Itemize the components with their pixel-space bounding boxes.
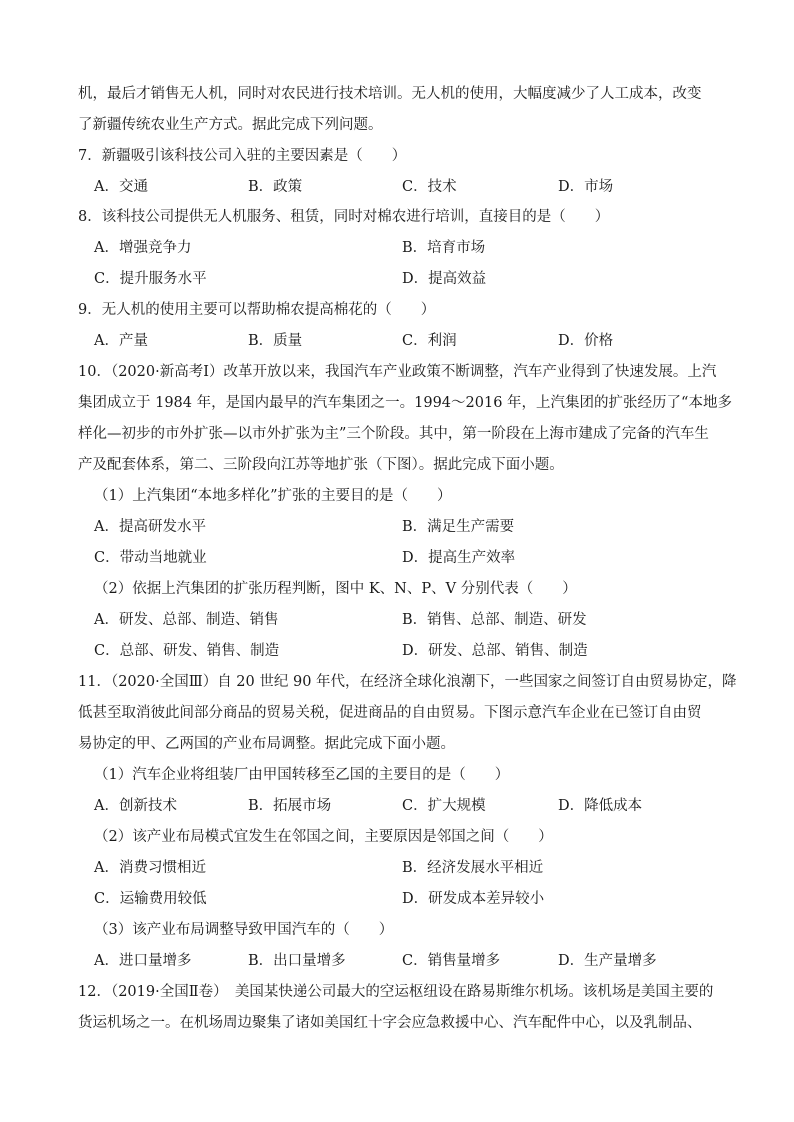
intro-line-2: 了新疆传统农业生产方式。据此完成下列问题。 — [78, 117, 383, 133]
question-11-sub-2-stem: （2）该产业布局模式宜发生在邻国之间，主要原因是邻国之间（ ） — [94, 829, 553, 845]
question-8-option-c: C．提升服务水平 — [94, 271, 207, 287]
question-11-sub-1-option-a: A．创新技术 — [94, 798, 177, 814]
intro-line-1: 机，最后才销售无人机，同时对农民进行技术培训。无人机的使用，大幅度减少了人工成本，改变 — [78, 86, 702, 102]
question-11-sub-1-option-d: D．降低成本 — [558, 798, 643, 814]
question-8-stem: 8．该科技公司提供无人机服务、租赁，同时对棉农进行培训，直接目的是（ ） — [78, 209, 610, 225]
question-11-sub-3-option-b: B．出口量增多 — [248, 953, 346, 969]
question-11-sub-2-option-d: D．研发成本差异较小 — [402, 891, 545, 907]
question-11-sub-3-option-d: D．生产量增多 — [558, 953, 657, 969]
question-9-option-a: A．产量 — [94, 333, 148, 349]
question-9-option-b: B．质量 — [248, 333, 303, 349]
question-11-sub-2-option-c: C．运输费用较低 — [94, 891, 207, 907]
question-8-option-d: D．提高效益 — [402, 271, 487, 287]
question-7-option-c: C．技术 — [402, 179, 457, 195]
question-10-sub-2-option-d: D．研发、总部、销售、制造 — [402, 643, 588, 659]
question-10-sub-2-option-b: B．销售、总部、制造、研发 — [402, 612, 587, 628]
question-8-option-a: A．增强竞争力 — [94, 240, 192, 256]
question-11-line-3: 易协定的甲、乙两国的产业布局调整。据此完成下面小题。 — [78, 736, 455, 752]
question-11-sub-1-option-c: C．扩大规模 — [402, 798, 486, 814]
question-11-sub-1-option-b: B．拓展市场 — [248, 798, 332, 814]
question-11-sub-3-option-c: C．销售量增多 — [402, 953, 501, 969]
question-11-sub-3-option-a: A．进口量增多 — [94, 953, 192, 969]
question-7-option-d: D．市场 — [558, 179, 614, 195]
question-10-sub-2-option-a: A．研发、总部、制造、销售 — [94, 612, 279, 628]
question-10-sub-1-option-a: A．提高研发水平 — [94, 519, 206, 535]
question-10-sub-2-stem: （2）依据上汽集团的扩张历程判断，图中 K、N、P、V 分别代表（ ） — [94, 581, 577, 597]
question-9-option-d: D．价格 — [558, 333, 614, 349]
question-7-option-b: B．政策 — [248, 179, 303, 195]
question-8-option-b: B．培育市场 — [402, 240, 486, 256]
question-10-sub-1-option-c: C．带动当地就业 — [94, 550, 207, 566]
question-10-line-4: 产及配套体系，第二、三阶段向江苏等地扩张（下图）。据此完成下面小题。 — [78, 457, 564, 473]
question-12-line-2: 货运机场之一。在机场周边聚集了诸如美国红十字会应急救援中心、汽车配件中心，以及乳制品、 — [78, 1015, 702, 1031]
question-11-sub-2-option-a: A．消费习惯相近 — [94, 860, 206, 876]
question-11-line-2: 低甚至取消彼此间部分商品的贸易关税，促进商品的自由贸易。下图示意汽车企业在已签订自由贸 — [78, 705, 702, 721]
question-10-line-2: 集团成立于 1984 年，是国内最早的汽车集团之一。1994～2016 年，上汽集团的扩张经历了“本地多 — [78, 395, 732, 411]
question-10-sub-1-option-b: B．满足生产需要 — [402, 519, 515, 535]
question-10-sub-1-stem: （1）上汽集团“本地多样化”扩张的主要目的是（ ） — [94, 488, 452, 504]
question-9-option-c: C．利润 — [402, 333, 457, 349]
question-10-sub-1-option-d: D．提高生产效率 — [402, 550, 516, 566]
question-12-line-1: 12．（2019·全国Ⅱ卷） 美国某快递公司最大的空运枢纽设在路易斯维尔机场。该机场是美国主要的 — [78, 984, 714, 1000]
question-10-line-3: 样化—初步的市外扩张—以市外扩张为主”三个阶段。其中，第一阶段在上海市建成了完备的汽车生 — [78, 426, 709, 442]
question-10-sub-2-option-c: C．总部、研发、销售、制造 — [94, 643, 280, 659]
question-11-sub-1-stem: （1）汽车企业将组装厂由甲国转移至乙国的主要目的是（ ） — [94, 767, 510, 783]
question-7-option-a: A．交通 — [94, 179, 148, 195]
question-9-stem: 9．无人机的使用主要可以帮助棉农提高棉花的（ ） — [78, 302, 436, 318]
question-11-sub-2-option-b: B．经济发展水平相近 — [402, 860, 544, 876]
question-11-line-1: 11．（2020·全国Ⅲ）自 20 世纪 90 年代，在经济全球化浪潮下，一些国家之间签订自由贸易协定，降 — [78, 674, 737, 690]
question-10-line-1: 10．（2020·新高考Ⅰ）改革开放以来，我国汽车产业政策不断调整，汽车产业得到了快速发展。上汽 — [78, 364, 717, 380]
question-11-sub-3-stem: （3）该产业布局调整导致甲国汽车的（ ） — [94, 922, 394, 938]
question-7-stem: 7．新疆吸引该科技公司入驻的主要因素是（ ） — [78, 148, 407, 164]
